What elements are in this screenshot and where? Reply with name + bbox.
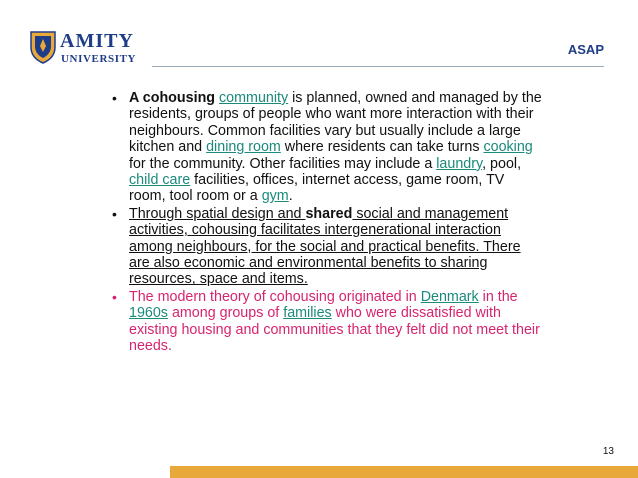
bullet-item: [112, 206, 544, 288]
inline-link[interactable]: Denmark: [420, 288, 479, 305]
body-text: who were dissatisfied with existing housing and communities that they felt did not meet their needs.: [129, 305, 540, 355]
bullet-list: [112, 90, 544, 356]
amity-logo: [30, 28, 142, 70]
page-number: 13: [602, 446, 614, 457]
inline-link[interactable]: 1960s: [129, 305, 168, 322]
body-text: for the community. Other facilities may include a: [129, 155, 437, 172]
body-text: .: [288, 188, 293, 205]
logo-wordmark: AMITY: [60, 30, 134, 52]
body-text: is planned, owned and managed by the residents, groups of people who want more interaction with their neighbours. Common facilities vary but usually include a large kitchen and: [129, 90, 542, 156]
body-text: Through spatial design and: [129, 205, 306, 222]
body-text: in the: [478, 288, 518, 305]
amity-shield-icon: [30, 30, 56, 64]
body-text: social and management activities, cohousing facilitates intergenerational interaction among neighbours, for the social and practical benefits. There are also economic and environmental benefits to sharing resources, space and items.: [129, 205, 521, 288]
inline-link[interactable]: community: [219, 90, 289, 106]
logo-subtitle: UNIVERSITY: [61, 53, 137, 65]
bold-text: shared: [305, 205, 353, 222]
inline-link[interactable]: laundry: [436, 155, 483, 172]
body-text: facilities, offices, internet access, game room, TV room, tool room or a: [129, 172, 505, 205]
bullet-item: [112, 289, 544, 355]
body-text: among groups of: [167, 305, 284, 322]
bold-text: A cohousing: [129, 90, 216, 106]
body-text: where residents can take turns: [280, 139, 484, 156]
inline-link[interactable]: cooking: [483, 139, 533, 156]
body-text: The modern theory of cohousing originated in: [129, 288, 421, 305]
header-divider: [152, 66, 604, 67]
inline-link[interactable]: child care: [129, 172, 191, 189]
bullet-item: [112, 90, 544, 205]
inline-link[interactable]: dining room: [206, 139, 281, 156]
inline-link[interactable]: gym: [261, 188, 289, 205]
inline-link[interactable]: families: [283, 305, 332, 322]
header-tag: ASAP: [567, 42, 604, 57]
footer-bar: [170, 466, 638, 478]
body-text: , pool,: [482, 155, 522, 172]
